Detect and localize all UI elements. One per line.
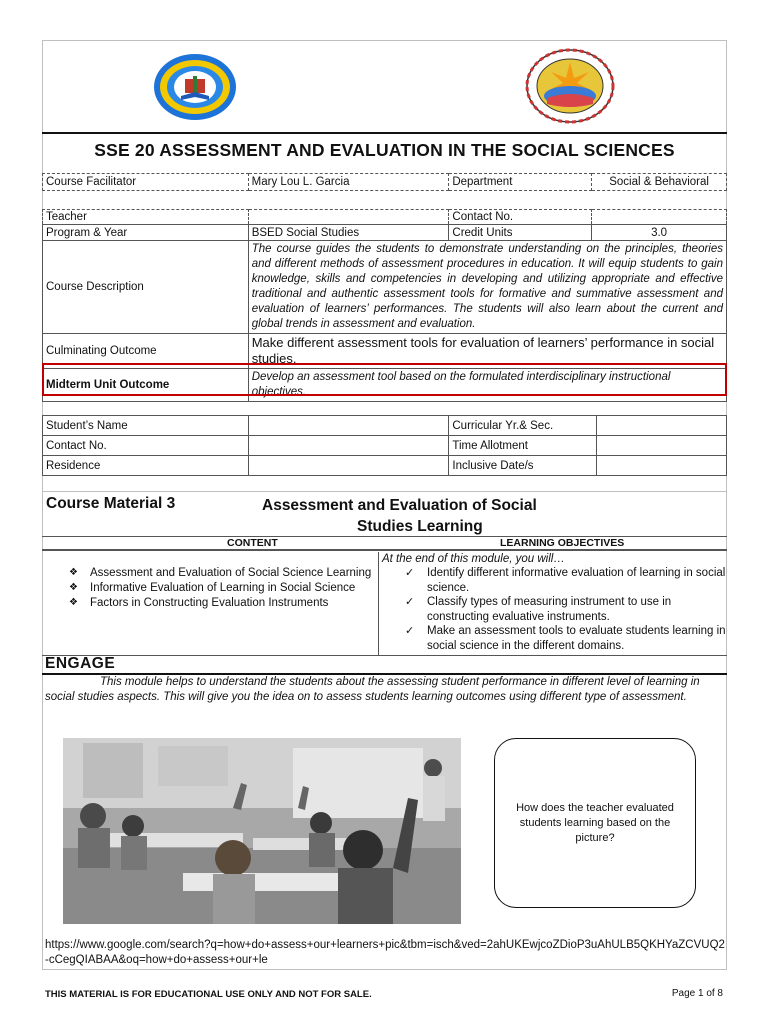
content-item: ❖ Factors in Constructing Evaluation Instruments xyxy=(69,597,329,609)
inclusive-dates-field[interactable] xyxy=(597,456,727,476)
student-name-label: Student’s Name xyxy=(43,416,249,436)
course-material-rule xyxy=(42,491,727,492)
midterm-label: Midterm Unit Outcome xyxy=(43,369,249,402)
department-value: Social & Behavioral xyxy=(592,174,727,191)
engage-text: This module helps to understand the students about the assessing student performance in different level of learning in social studies aspects. This will give you the idea on to assess students learning outcomes using different type of assessment. xyxy=(45,676,700,703)
content-item: ❖ Informative Evaluation of Learning in Social Science xyxy=(69,582,356,594)
footer-notice: THIS MATERIAL IS FOR EDUCATIONAL USE ONLY AND NOT FOR SALE. xyxy=(45,989,372,1000)
objective-item: ✓ Identify different informative evaluation of learning in social science. xyxy=(405,567,726,594)
course-material-bottom-rule xyxy=(42,655,727,656)
program-value: BSED Social Studies xyxy=(248,225,449,241)
objective-item: ✓ Make an assessment tools to evaluate students learning in social science in the different domains. xyxy=(405,625,726,652)
curricular-label: Curricular Yr.& Sec. xyxy=(449,416,597,436)
diamond-bullet-icon: ❖ xyxy=(69,582,78,593)
time-allotment-label: Time Allotment xyxy=(449,436,597,456)
curricular-field[interactable] xyxy=(597,416,727,436)
midterm-highlight xyxy=(42,363,727,396)
page-number: Page 1 of 8 xyxy=(671,988,723,999)
question-text: How does the teacher evaluated students learning based on the picture? xyxy=(516,801,674,844)
question-box xyxy=(494,738,696,908)
course-material-number: Course Material 3 xyxy=(46,495,176,512)
department-label: Department xyxy=(449,174,592,191)
culminating-value: Make different assessment tools for evaluation of learners’ performance in social studies. xyxy=(248,334,726,369)
description-value: The course guides the students to demonstrate understanding on the principles, theories and different methods of assessment procedures in education. It will equip students to gain knowledge, skills and competencies in developing and utilizing appropriate and effective traditional and authentic assessment tools for formative and summative assessment and evaluation of learners’ performances. The students will also learn about the current and global trends in assessment and evaluation. xyxy=(248,241,726,334)
facilitator-label: Course Facilitator xyxy=(43,174,249,191)
content-item: ❖ Assessment and Evaluation of Social Science Learning xyxy=(69,567,372,579)
checkmark-icon: ✓ xyxy=(405,567,415,579)
city-seal-icon xyxy=(525,48,615,124)
diamond-bullet-icon: ❖ xyxy=(69,597,78,608)
time-allotment-field[interactable] xyxy=(597,436,727,456)
objectives-intro: At the end of this module, you will… xyxy=(382,553,565,565)
facilitator-value: Mary Lou L. Garcia xyxy=(248,174,449,191)
residence-label: Residence xyxy=(43,456,249,476)
teacher-value xyxy=(248,210,449,225)
checkmark-icon: ✓ xyxy=(405,625,415,637)
program-label: Program & Year xyxy=(43,225,249,241)
inclusive-dates-label: Inclusive Date/s xyxy=(449,456,597,476)
content-column xyxy=(42,552,379,656)
credit-value: 3.0 xyxy=(592,225,727,241)
midterm-value: Develop an assessment tool based on the formulated interdisciplinary instructional objectives. xyxy=(248,369,726,402)
objectives-header: LEARNING OBJECTIVES xyxy=(500,537,625,549)
course-material-title xyxy=(262,495,662,537)
title-rule xyxy=(42,132,727,134)
content-header: CONTENT xyxy=(227,537,278,549)
diamond-bullet-icon: ❖ xyxy=(69,567,78,578)
student-contact-label: Contact No. xyxy=(43,436,249,456)
credit-label: Credit Units xyxy=(449,225,592,241)
facilitator-table xyxy=(42,173,727,191)
image-source-link[interactable]: https://www.google.com/search?q=how+do+assess+our+learners+pic&tbm=isch&ved=2ahUKEwjcoZDioP3uAhULB5QKHYaZCVUQ2-cCegQIABAA&oq=how+do+assess+our+le xyxy=(45,939,725,966)
content-header-row xyxy=(42,536,727,551)
classroom-photo xyxy=(63,738,461,924)
document-title: SSE 20 ASSESSMENT AND EVALUATION IN THE SOCIAL SCIENCES xyxy=(94,140,675,160)
objectives-column xyxy=(380,552,727,656)
engage-heading: ENGAGE xyxy=(45,655,116,672)
description-label: Course Description xyxy=(43,241,249,334)
logo-row xyxy=(42,40,727,132)
contact-label: Contact No. xyxy=(449,210,592,225)
checkmark-icon: ✓ xyxy=(405,596,415,608)
objective-item: ✓ Classify types of measuring instrument to use in constructing evaluative instruments. xyxy=(405,596,672,623)
residence-field[interactable] xyxy=(248,456,449,476)
course-material-title-line2: Studies Learning xyxy=(357,518,483,535)
college-seal-icon xyxy=(152,52,238,122)
teacher-label: Teacher xyxy=(43,210,249,225)
student-name-field[interactable] xyxy=(248,416,449,436)
student-contact-field[interactable] xyxy=(248,436,449,456)
contact-value xyxy=(592,210,727,225)
culminating-label: Culminating Outcome xyxy=(43,334,249,369)
course-material-title-line1: Assessment and Evaluation of Social xyxy=(262,497,537,514)
student-table xyxy=(42,415,727,476)
